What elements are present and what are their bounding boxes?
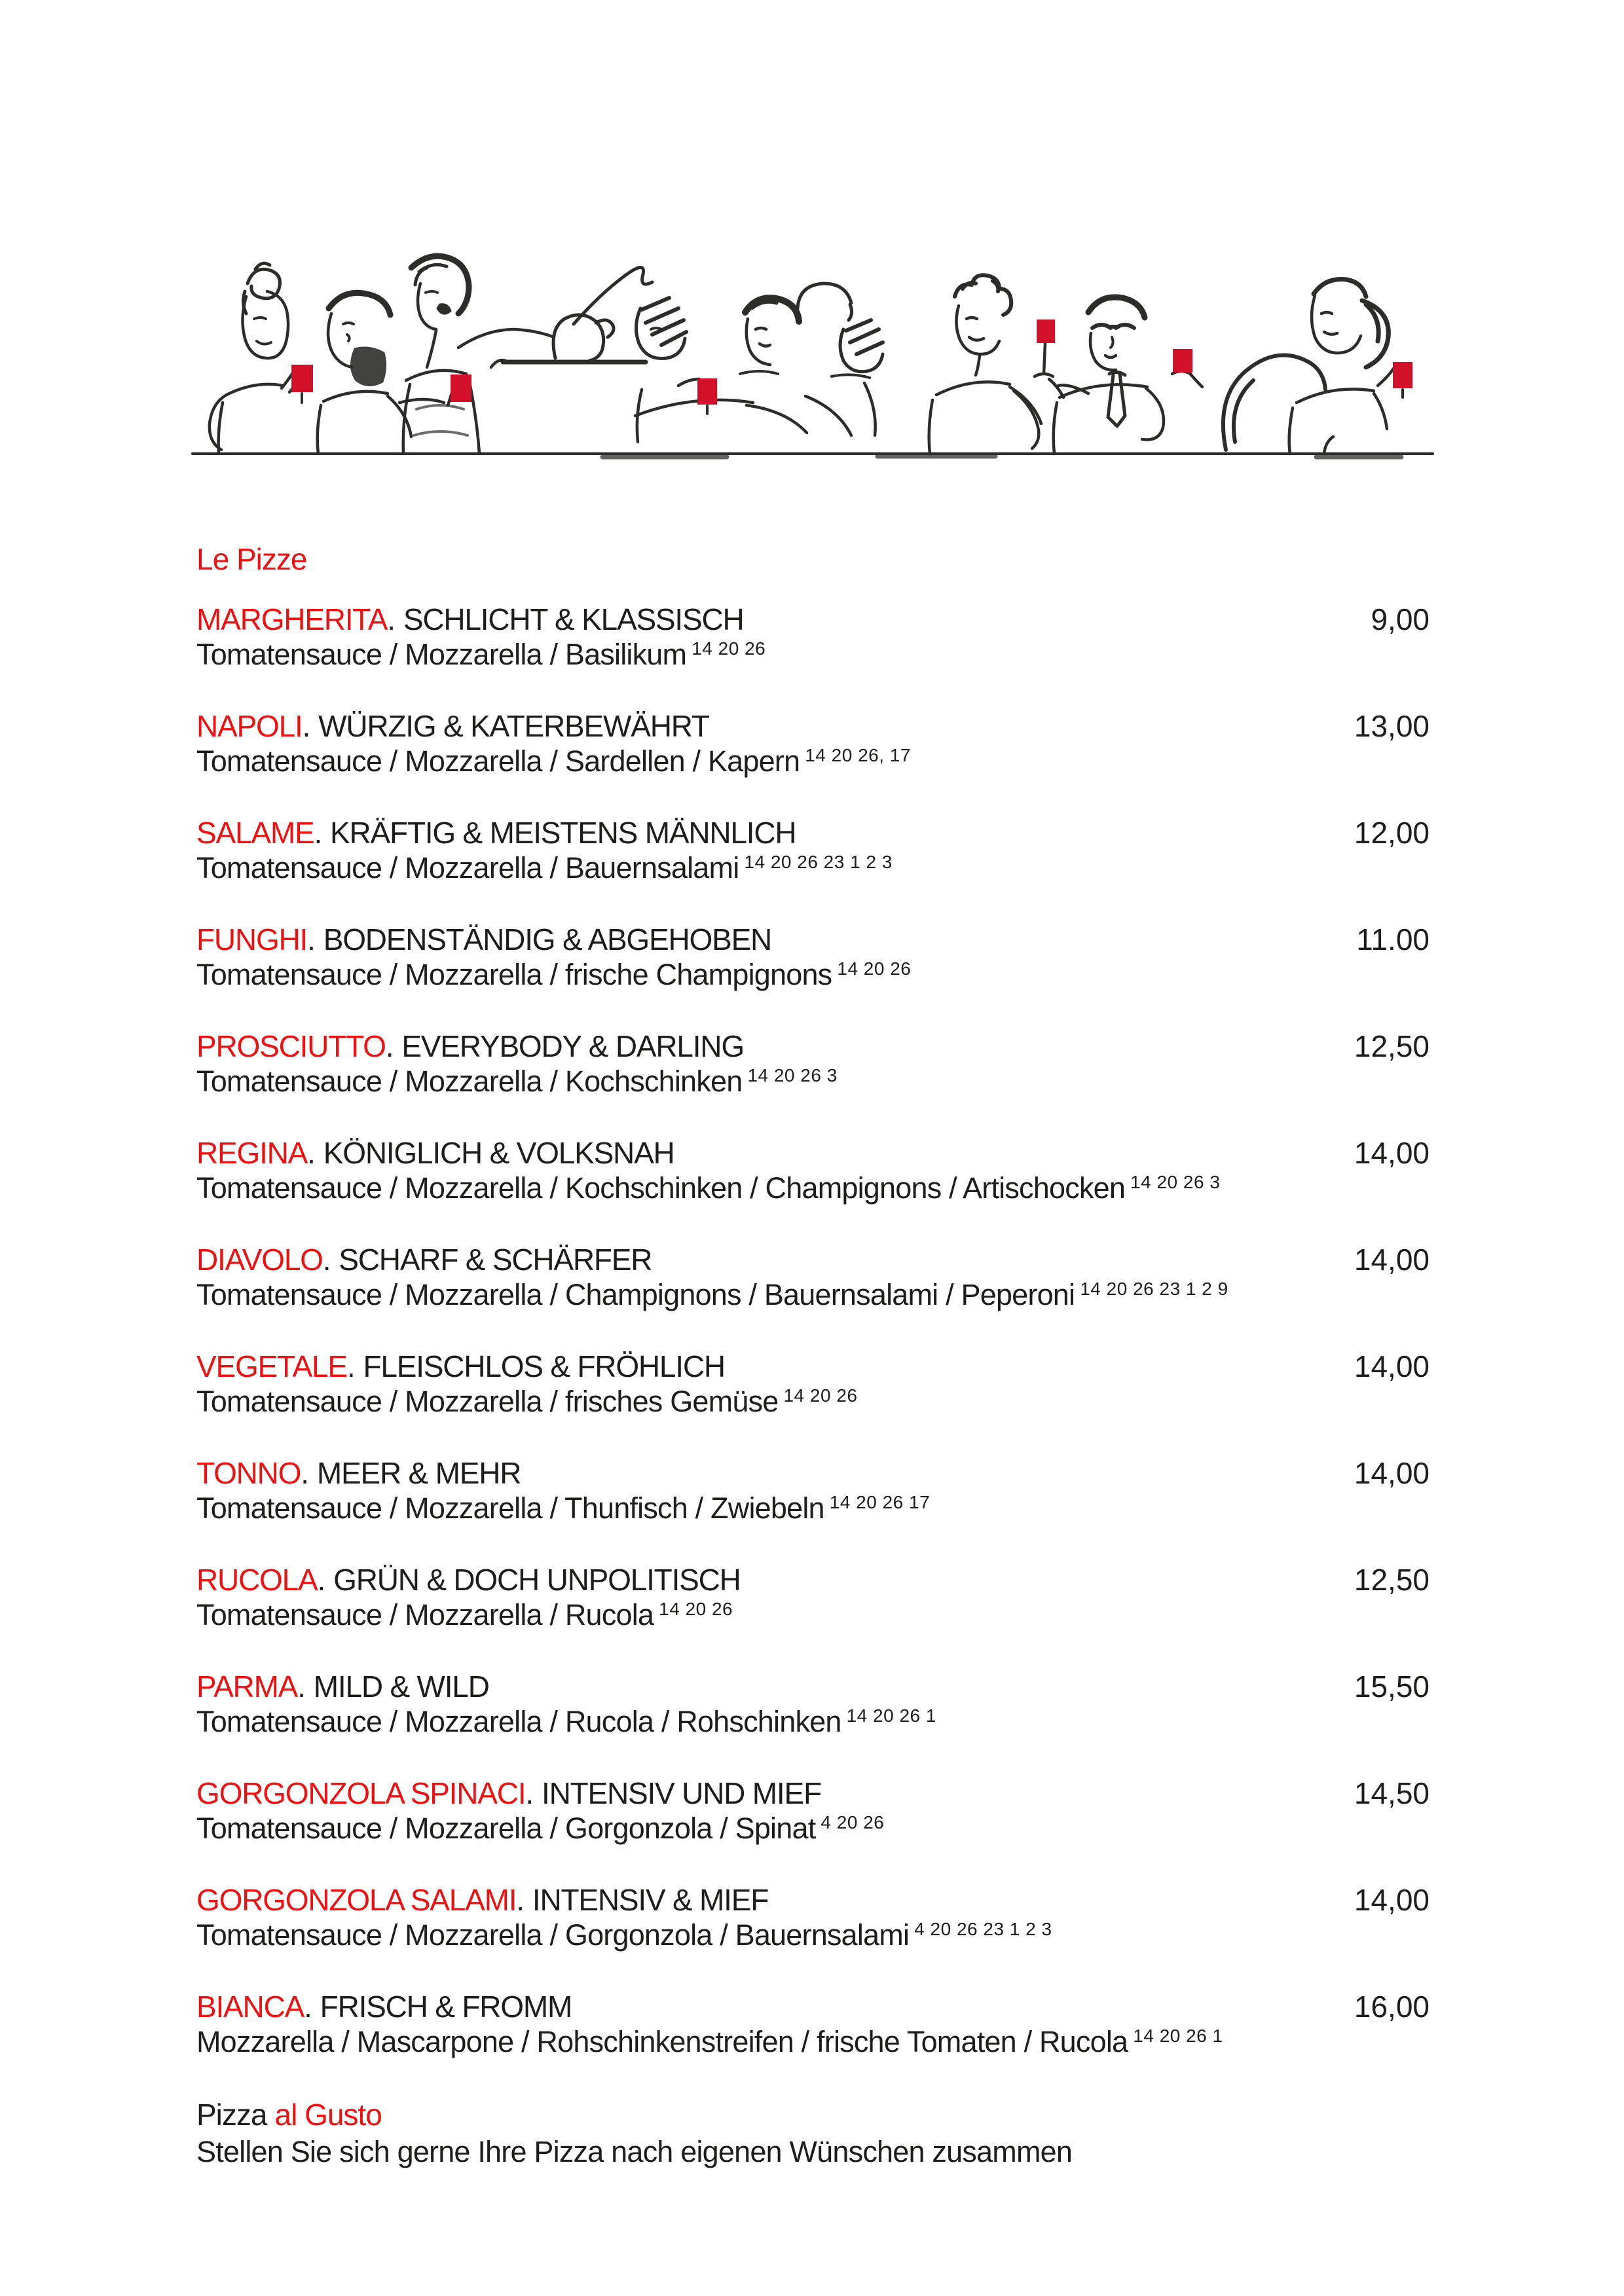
menu-item	[196, 1669, 1430, 1744]
item-price: 14,00	[1354, 1136, 1430, 1170]
item-ingredients-row	[196, 1597, 1430, 1637]
item-ingredients: Tomatensauce / Mozzarella / Bauernsalami	[196, 851, 739, 884]
chair-back	[1223, 355, 1325, 450]
item-title-row	[196, 1883, 1430, 1917]
menu-item	[196, 922, 1430, 997]
item-name: PARMA	[196, 1669, 298, 1704]
item-title-row	[196, 709, 1430, 743]
item-title	[196, 1990, 572, 2024]
item-ingredients: Tomatensauce / Mozzarella / Sardellen / Kapern	[196, 744, 800, 778]
item-name: REGINA	[196, 1136, 308, 1170]
custom-pizza-title-black: Pizza	[196, 2098, 267, 2132]
jug-on-tray	[553, 315, 614, 361]
figure-tie-man	[1054, 297, 1164, 454]
item-tagline: FLEISCHLOS & FRÖHLICH	[363, 1349, 725, 1383]
item-ingredients: Tomatensauce / Mozzarella / Gorgonzola / Bauernsalami	[196, 1918, 910, 1952]
item-ingredients-row	[196, 636, 1430, 677]
item-price: 12,50	[1354, 1029, 1430, 1063]
item-allergens: 14 20 26	[659, 1599, 733, 1619]
item-tagline: SCHARF & SCHÄRFER	[339, 1243, 652, 1277]
item-separator: .	[304, 1990, 312, 2024]
item-tagline: EVERYBODY & DARLING	[401, 1029, 744, 1063]
item-title	[196, 1243, 652, 1277]
item-ingredients: Tomatensauce / Mozzarella / Kochschinken / Champignons / Artischocken	[196, 1171, 1126, 1205]
item-price: 12,00	[1354, 816, 1430, 850]
item-name: DIAVOLO	[196, 1243, 323, 1277]
item-price: 14,50	[1354, 1776, 1430, 1810]
figure-waitress	[403, 256, 652, 454]
wine-glass-icon	[1037, 319, 1055, 343]
item-title	[196, 1136, 674, 1170]
custom-pizza-note	[196, 2096, 1430, 2171]
item-ingredients-row	[196, 1170, 1430, 1211]
item-title	[196, 709, 709, 743]
item-separator: .	[314, 816, 322, 850]
item-price: 9,00	[1371, 602, 1430, 636]
item-ingredients-row	[196, 2024, 1430, 2064]
item-separator: .	[385, 1029, 394, 1063]
item-ingredients: Tomatensauce / Mozzarella / Basilikum	[196, 638, 687, 671]
item-title	[196, 922, 771, 957]
item-ingredients: Tomatensauce / Mozzarella / Champignons / Bauernsalami / Peperoni	[196, 1278, 1075, 1311]
item-allergens: 14 20 26 17	[829, 1492, 931, 1512]
item-tagline: GRÜN & DOCH UNPOLITISCH	[333, 1563, 741, 1597]
item-allergens: 14 20 26 23 1 2 9	[1080, 1279, 1228, 1299]
item-ingredients-row	[196, 1277, 1430, 1317]
menu-content	[196, 542, 1430, 2171]
item-allergens: 14 20 26 1	[846, 1705, 936, 1726]
item-name: VEGETALE	[196, 1349, 347, 1383]
item-price: 15,50	[1354, 1669, 1430, 1704]
custom-pizza-subtitle: Stellen Sie sich gerne Ihre Pizza nach eigenen Wünschen zusammen	[196, 2135, 1073, 2168]
item-title-row	[196, 1456, 1430, 1490]
item-title	[196, 816, 796, 850]
item-allergens: 14 20 26 1	[1133, 2026, 1223, 2046]
item-ingredients-row	[196, 850, 1430, 890]
item-separator: .	[525, 1776, 533, 1810]
item-separator: .	[387, 602, 395, 636]
item-name: TONNO	[196, 1456, 301, 1490]
item-name: SALAME	[196, 816, 314, 850]
item-title-row	[196, 816, 1430, 850]
wine-glass-icon	[1173, 349, 1192, 373]
item-allergens: 14 20 26	[783, 1385, 858, 1406]
item-tagline: WÜRZIG & KATERBEWÄHRT	[318, 709, 709, 743]
item-name: GORGONZOLA SALAMI	[196, 1883, 517, 1917]
section-title: Le Pizze	[196, 542, 307, 576]
item-ingredients: Tomatensauce / Mozzarella / Kochschinken	[196, 1065, 743, 1098]
item-tagline: KRÄFTIG & MEISTENS MÄNNLICH	[330, 816, 796, 850]
item-title-row	[196, 1029, 1430, 1063]
item-ingredients-row	[196, 1383, 1430, 1424]
item-name: NAPOLI	[196, 709, 303, 743]
item-separator: .	[297, 1669, 305, 1704]
item-price: 14,00	[1354, 1349, 1430, 1383]
item-title	[196, 1883, 768, 1917]
item-price: 11.00	[1356, 922, 1430, 957]
menu-item	[196, 602, 1430, 677]
item-ingredients: Tomatensauce / Mozzarella / frisches Gemüse	[196, 1385, 779, 1418]
sunglasses	[1092, 325, 1134, 328]
item-separator: .	[302, 709, 310, 743]
item-tagline: INTENSIV & MIEF	[532, 1883, 769, 1917]
item-separator: .	[322, 1243, 331, 1277]
item-price: 14,00	[1354, 1883, 1430, 1917]
menu-item	[196, 1563, 1430, 1637]
item-allergens: 14 20 26	[692, 638, 766, 659]
item-ingredients: Tomatensauce / Mozzarella / Thunfisch / Zwiebeln	[196, 1491, 824, 1525]
item-ingredients: Tomatensauce / Mozzarella / Gorgonzola / Spinat	[196, 1812, 816, 1845]
item-title-row	[196, 1243, 1430, 1277]
item-ingredients-row	[196, 957, 1430, 997]
menu-item	[196, 709, 1430, 784]
wine-glass-icon	[1393, 362, 1412, 388]
necktie	[1108, 372, 1125, 426]
item-name: MARGHERITA	[196, 602, 388, 636]
item-allergens: 14 20 26 3	[747, 1065, 838, 1085]
item-tagline: MILD & WILD	[313, 1669, 489, 1704]
raised-glass-hand	[1035, 344, 1063, 397]
item-ingredients-row	[196, 1490, 1430, 1531]
figure-group-center	[635, 283, 883, 442]
item-price: 16,00	[1354, 1990, 1430, 2024]
item-separator: .	[317, 1563, 325, 1597]
item-price: 12,50	[1354, 1563, 1430, 1597]
item-ingredients: Tomatensauce / Mozzarella / Rucola	[196, 1598, 654, 1631]
figure-woman-bun	[210, 263, 299, 452]
item-separator: .	[307, 922, 315, 957]
item-tagline: INTENSIV UND MIEF	[542, 1776, 821, 1810]
item-allergens: 14 20 26 23 1 2 3	[744, 852, 893, 872]
item-title	[196, 1349, 725, 1383]
item-title	[196, 1029, 744, 1063]
menu-item	[196, 1029, 1430, 1104]
menu-item	[196, 1776, 1430, 1851]
item-separator: .	[516, 1883, 524, 1917]
item-tagline: MEER & MEHR	[316, 1456, 521, 1490]
item-ingredients: Mozzarella / Mascarpone / Rohschinkenstreifen / frische Tomaten / Rucola	[196, 2025, 1128, 2058]
menu-item	[196, 1243, 1430, 1317]
custom-pizza-title-red: al Gusto	[274, 2098, 382, 2132]
item-price: 14,00	[1354, 1243, 1430, 1277]
item-allergens: 14 20 26 3	[1130, 1172, 1221, 1192]
item-title	[196, 1776, 821, 1810]
wine-glass-icon	[451, 374, 471, 402]
item-name: BIANCA	[196, 1990, 304, 2024]
item-separator: .	[301, 1456, 308, 1490]
menu-item	[196, 1990, 1430, 2064]
menu-item	[196, 816, 1430, 890]
item-ingredients-row	[196, 1810, 1430, 1851]
item-name: FUNGHI	[196, 922, 308, 957]
item-ingredients: Tomatensauce / Mozzarella / Rucola / Rohschinken	[196, 1705, 841, 1738]
item-title-row	[196, 1776, 1430, 1810]
figure-bearded-man	[318, 293, 454, 454]
item-name: GORGONZOLA SPINACI	[196, 1776, 526, 1810]
item-allergens: 14 20 26	[837, 958, 912, 979]
menu-item	[196, 1349, 1430, 1424]
item-allergens: 4 20 26	[821, 1812, 885, 1832]
item-tagline: KÖNIGLICH & VOLKSNAH	[323, 1136, 674, 1170]
item-name: PROSCIUTTO	[196, 1029, 386, 1063]
custom-pizza-title	[196, 2096, 1430, 2133]
item-separator: .	[307, 1136, 315, 1170]
item-allergens: 4 20 26 23 1 2 3	[914, 1919, 1052, 1939]
item-title	[196, 1563, 741, 1597]
item-title	[196, 1669, 489, 1704]
sketch-strokes	[193, 256, 1433, 457]
item-title-row	[196, 1990, 1430, 2024]
figure-ponytail-woman	[1289, 279, 1393, 454]
item-tagline: FRISCH & FROMM	[320, 1990, 572, 2024]
item-title-row	[196, 922, 1430, 957]
item-ingredients-row	[196, 1917, 1430, 1958]
item-title-row	[196, 1349, 1430, 1383]
item-name: RUCOLA	[196, 1563, 318, 1597]
item-tagline: BODENSTÄNDIG & ABGEHOBEN	[323, 922, 772, 957]
item-title-row	[196, 1669, 1430, 1704]
wine-glass-icon	[291, 365, 313, 392]
item-ingredients-row	[196, 743, 1430, 784]
menu-item	[196, 1136, 1430, 1211]
item-separator: .	[346, 1349, 355, 1383]
menu-item	[196, 1456, 1430, 1531]
item-ingredients-row	[196, 1063, 1430, 1104]
menu-item	[196, 1883, 1430, 1958]
figure-curly-woman	[929, 275, 1041, 454]
item-price: 14,00	[1354, 1456, 1430, 1490]
item-title	[196, 602, 744, 636]
item-title	[196, 1456, 521, 1490]
wine-glass-icon	[697, 378, 717, 405]
item-title-row	[196, 602, 1430, 636]
item-title-row	[196, 1136, 1430, 1170]
item-price: 13,00	[1354, 709, 1430, 743]
item-tagline: SCHLICHT & KLASSISCH	[403, 602, 744, 636]
item-ingredients-row	[196, 1704, 1430, 1744]
item-ingredients: Tomatensauce / Mozzarella / frische Champignons	[196, 958, 832, 991]
bar-crowd-illustration	[183, 246, 1447, 462]
item-allergens: 14 20 26, 17	[805, 745, 911, 765]
item-title-row	[196, 1563, 1430, 1597]
